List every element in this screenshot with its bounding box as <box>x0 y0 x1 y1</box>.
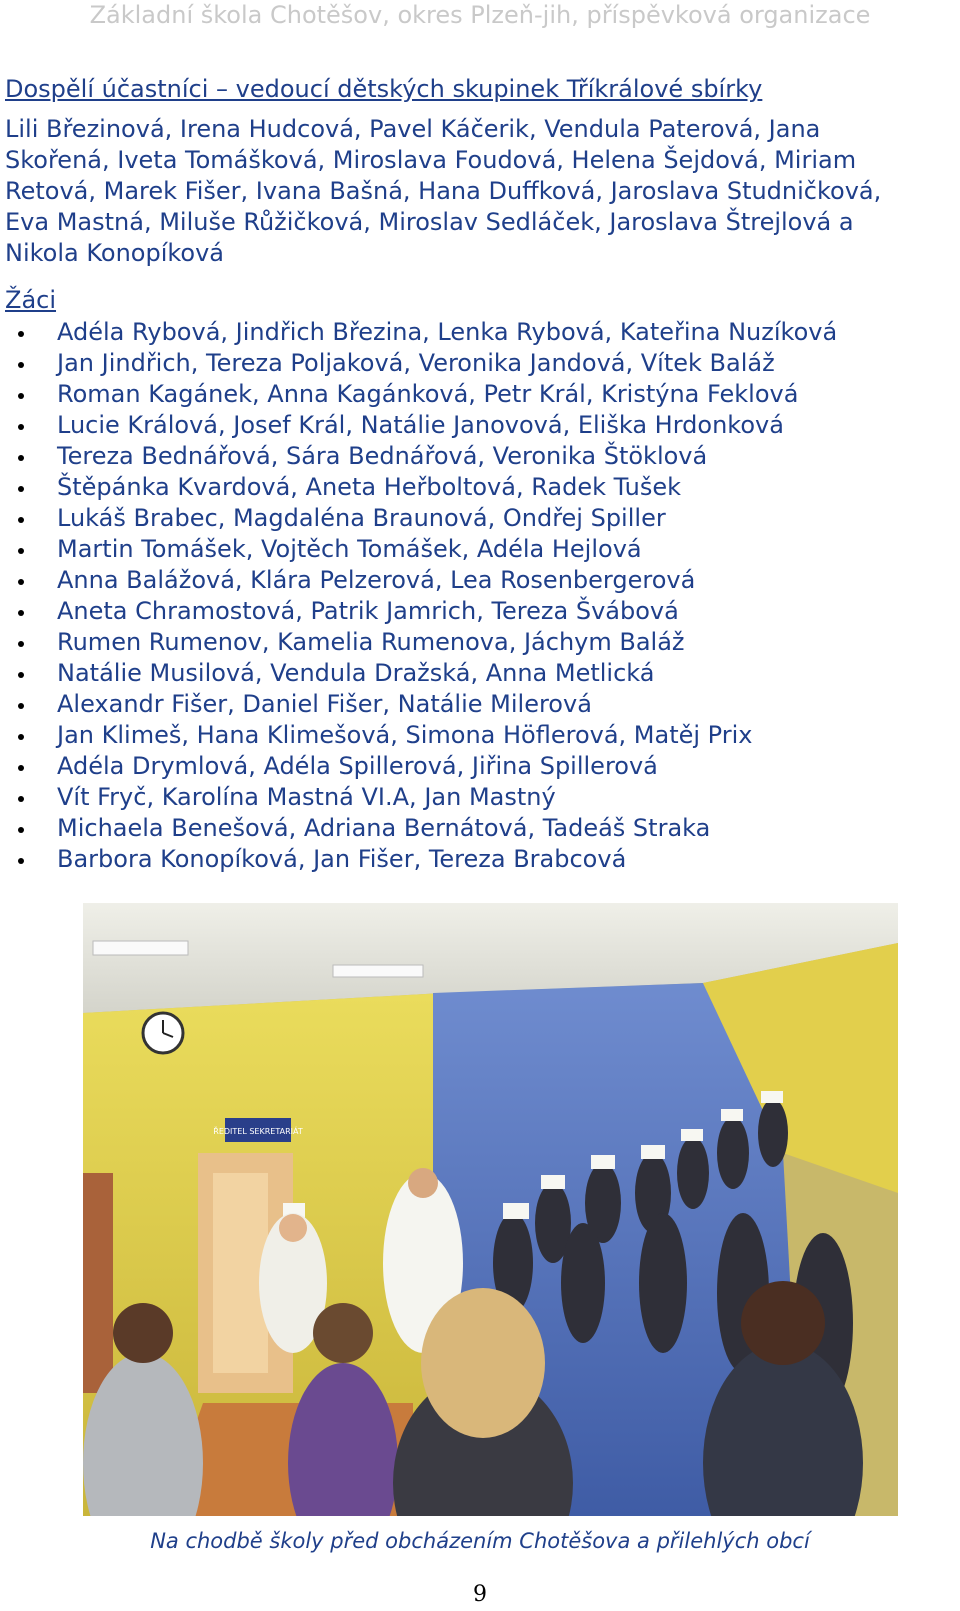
adults-line: Retová, Marek Fišer, Ivana Bašná, Hana Duffková, Jaroslava Studničková, <box>5 177 882 205</box>
students-list-item <box>0 348 960 379</box>
bullet-icon <box>18 455 24 461</box>
bullet-icon <box>18 858 24 864</box>
adults-line: Skořená, Iveta Tomášková, Miroslava Foudová, Helena Šejdová, Miriam <box>5 146 857 174</box>
adults-line: Eva Mastná, Miluše Růžičková, Miroslav Sedláček, Jaroslava Štrejlová a <box>5 208 854 236</box>
bullet-icon <box>18 641 24 647</box>
bullet-icon <box>18 796 24 802</box>
students-list-item <box>0 472 960 503</box>
students-list-item <box>0 534 960 565</box>
students-list-item <box>0 410 960 441</box>
students-list-item <box>0 441 960 472</box>
students-list-item <box>0 813 960 844</box>
students-list-item <box>0 379 960 410</box>
students-list-item <box>0 627 960 658</box>
student-names: Aneta Chramostová, Patrik Jamrich, Tereza Švábová <box>57 597 679 625</box>
students-list-item <box>0 565 960 596</box>
students-list-item <box>0 317 960 348</box>
student-names: Jan Jindřich, Tereza Poljaková, Veronika Jandová, Vítek Baláž <box>57 349 775 377</box>
students-list-item <box>0 596 960 627</box>
hallway-photo <box>83 903 898 1516</box>
student-names: Vít Fryč, Karolína Mastná VI.A, Jan Mastný <box>57 783 556 811</box>
student-names: Barbora Konopíková, Jan Fišer, Tereza Brabcová <box>57 845 627 873</box>
students-section-title: Žáci <box>5 286 57 314</box>
students-list-item <box>0 844 960 875</box>
students-list-item <box>0 658 960 689</box>
students-list-item <box>0 751 960 782</box>
student-names: Natálie Musilová, Vendula Dražská, Anna Metlická <box>57 659 655 687</box>
student-names: Michaela Benešová, Adriana Bernátová, Tadeáš Straka <box>57 814 711 842</box>
bullet-icon <box>18 672 24 678</box>
students-list <box>0 317 960 875</box>
student-names: Štěpánka Kvardová, Aneta Heřboltová, Radek Tušek <box>57 473 681 501</box>
bullet-icon <box>18 734 24 740</box>
bullet-icon <box>18 393 24 399</box>
student-names: Jan Klimeš, Hana Klimešová, Simona Höflerová, Matěj Prix <box>57 721 753 749</box>
bullet-icon <box>18 486 24 492</box>
bullet-icon <box>18 362 24 368</box>
bullet-icon <box>18 548 24 554</box>
student-names: Roman Kagánek, Anna Kagánková, Petr Král, Kristýna Feklová <box>57 380 799 408</box>
page-number: 9 <box>473 1582 487 1607</box>
adults-name-list <box>5 114 955 269</box>
student-names: Martin Tomášek, Vojtěch Tomášek, Adéla Hejlová <box>57 535 642 563</box>
bullet-icon <box>18 703 24 709</box>
students-list-item <box>0 782 960 813</box>
bullet-icon <box>18 517 24 523</box>
adults-line: Nikola Konopíková <box>5 239 225 267</box>
bullet-icon <box>18 765 24 771</box>
student-names: Tereza Bednářová, Sára Bednářová, Veronika Štöklová <box>57 442 708 470</box>
students-list-item <box>0 720 960 751</box>
students-list-item <box>0 503 960 534</box>
document-header: Základní škola Chotěšov, okres Plzeň-jih, příspěvková organizace <box>89 1 871 29</box>
student-names: Lukáš Brabec, Magdaléna Braunová, Ondřej Spiller <box>57 504 666 532</box>
bullet-icon <box>18 424 24 430</box>
photo-sign-text: ŘEDITEL SEKRETARIÁT <box>213 1127 303 1136</box>
bullet-icon <box>18 331 24 337</box>
adults-section-title: Dospělí účastníci – vedoucí dětských skupinek Tříkrálové sbírky <box>5 75 763 103</box>
hallway-photo-illustration <box>83 903 898 1516</box>
bullet-icon <box>18 579 24 585</box>
students-list-item <box>0 689 960 720</box>
photo-caption: Na chodbě školy před obcházením Chotěšova a přilehlých obcí <box>150 1529 810 1553</box>
student-names: Alexandr Fišer, Daniel Fišer, Natálie Milerová <box>57 690 592 718</box>
bullet-icon <box>18 827 24 833</box>
student-names: Adéla Rybová, Jindřich Březina, Lenka Rybová, Kateřina Nuzíková <box>57 318 838 346</box>
student-names: Anna Balážová, Klára Pelzerová, Lea Rosenbergerová <box>57 566 696 594</box>
adults-line: Lili Březinová, Irena Hudcová, Pavel Káčerik, Vendula Paterová, Jana <box>5 115 821 143</box>
student-names: Lucie Králová, Josef Král, Natálie Janovová, Eliška Hrdonková <box>57 411 784 439</box>
student-names: Adéla Drymlová, Adéla Spillerová, Jiřina Spillerová <box>57 752 658 780</box>
student-names: Rumen Rumenov, Kamelia Rumenova, Jáchym Baláž <box>57 628 685 656</box>
bullet-icon <box>18 610 24 616</box>
